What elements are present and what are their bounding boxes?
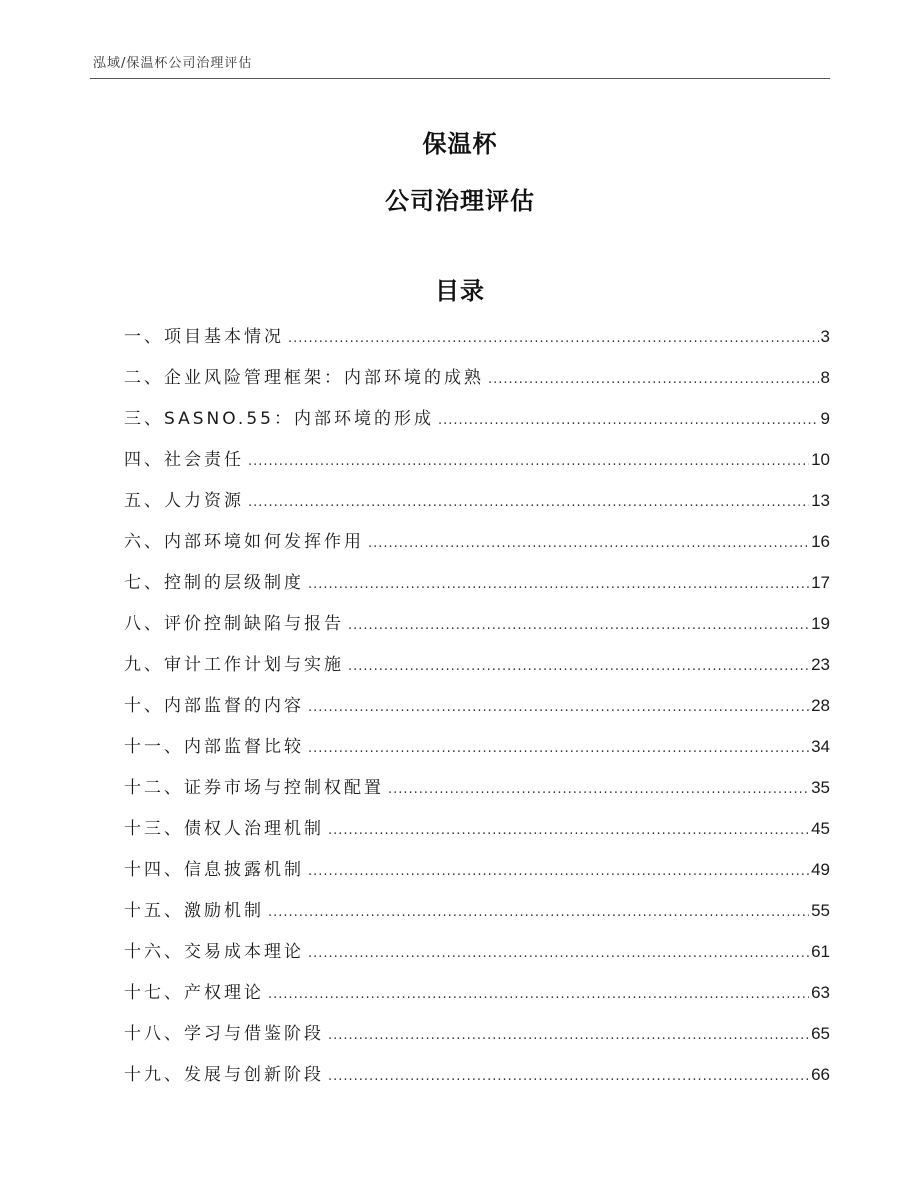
toc-entry-page: 3 [820,327,830,346]
toc-entry-title: 发展与创新阶段 [184,1065,324,1085]
toc-leader [368,529,809,559]
toc-entry-number: 十七、 [124,983,184,1003]
toc-entry-number: 三、 [124,409,164,429]
toc-leader [268,980,809,1010]
toc-entry-number: 九、 [124,655,164,675]
toc-leader [328,1062,809,1092]
document-subtitle: 公司治理评估 [385,187,535,215]
toc-entry-page: 45 [811,819,830,838]
toc-leader [308,939,809,969]
toc-entry-title: 项目基本情况 [164,327,284,347]
toc-leader [308,693,809,723]
toc-entry-title: 控制的层级制度 [164,573,304,593]
toc-entry-number: 六、 [124,532,164,552]
toc-entry-page: 16 [811,532,830,551]
toc-entry-number: 十五、 [124,901,184,921]
toc-entry-number: 十一、 [124,737,184,757]
toc-entry[interactable] [124,978,830,1019]
toc-entry-page: 13 [811,491,830,510]
toc-entry[interactable] [124,404,830,445]
toc-entry[interactable] [124,609,830,650]
toc-entry-title: 激励机制 [184,901,264,921]
toc-entry[interactable] [124,486,830,527]
toc-entry[interactable] [124,1019,830,1060]
toc-leader [308,734,809,764]
toc-entry-title: 证券市场与控制权配置 [184,778,384,798]
toc-entry-number: 四、 [124,450,164,470]
toc-entry-page: 28 [811,696,830,715]
toc-entry-page: 17 [811,573,830,592]
toc-entry-number: 十三、 [124,819,184,839]
table-of-contents [124,322,830,1101]
toc-entry-title: 内部监督比较 [184,737,304,757]
running-header: 泓域/保温杯公司治理评估 [93,56,253,71]
toc-entry-number: 八、 [124,614,164,634]
toc-leader [438,406,819,436]
toc-entry-page: 49 [811,860,830,879]
toc-entry[interactable] [124,896,830,937]
toc-entry[interactable] [124,322,830,363]
toc-entry[interactable] [124,445,830,486]
toc-entry[interactable] [124,650,830,691]
toc-entry-title: 人力资源 [164,491,244,511]
toc-entry-page: 35 [811,778,830,797]
toc-entry-number: 十八、 [124,1024,184,1044]
toc-entry[interactable] [124,773,830,814]
toc-leader [348,611,809,641]
toc-entry[interactable] [124,527,830,568]
toc-entry-title: 产权理论 [184,983,264,1003]
toc-entry[interactable] [124,691,830,732]
toc-entry-title: 学习与借鉴阶段 [184,1024,324,1044]
toc-entry-title: 信息披露机制 [184,860,304,880]
toc-entry-number: 十九、 [124,1065,184,1085]
toc-entry-number: 十、 [124,696,164,716]
toc-entry-title: 交易成本理论 [184,942,304,962]
toc-entry-page: 55 [811,901,830,920]
toc-leader [328,816,809,846]
toc-leader [388,775,809,805]
toc-entry[interactable] [124,732,830,773]
toc-entry[interactable] [124,363,830,404]
toc-leader [308,857,809,887]
toc-entry-title: 社会责任 [164,450,244,470]
toc-entry-title: SASNO.55：内部环境的形成 [164,409,434,429]
toc-leader [248,488,809,518]
toc-leader [348,652,809,682]
document-title: 保温杯 [422,130,498,158]
toc-entry-title: 审计工作计划与实施 [164,655,344,675]
toc-entry-page: 8 [820,368,830,387]
toc-entry-page: 65 [811,1024,830,1043]
toc-entry-page: 34 [811,737,830,756]
toc-entry-page: 23 [811,655,830,674]
toc-entry-page: 9 [820,409,830,428]
toc-entry-number: 一、 [124,327,164,347]
toc-entry[interactable] [124,1060,830,1101]
toc-entry-title: 内部环境如何发挥作用 [164,532,364,552]
toc-entry-number: 七、 [124,573,164,593]
toc-entry-title: 内部监督的内容 [164,696,304,716]
toc-entry-page: 10 [811,450,830,469]
toc-entry-page: 63 [811,983,830,1002]
toc-leader [268,898,809,928]
toc-entry-number: 十六、 [124,942,184,962]
toc-entry-page: 66 [811,1065,830,1084]
toc-entry-number: 二、 [124,368,164,388]
toc-leader [308,570,809,600]
toc-entry-title: 债权人治理机制 [184,819,324,839]
toc-entry-page: 19 [811,614,830,633]
header-divider [90,78,830,79]
toc-entry[interactable] [124,855,830,896]
toc-leader [328,1021,809,1051]
toc-entry-number: 五、 [124,491,164,511]
toc-leader [488,365,819,395]
toc-entry-title: 企业风险管理框架：内部环境的成熟 [164,368,484,388]
toc-entry[interactable] [124,937,830,978]
toc-entry-title: 评价控制缺陷与报告 [164,614,344,634]
toc-leader [288,324,819,354]
toc-heading: 目录 [435,277,485,305]
toc-entry-page: 61 [811,942,830,961]
toc-entry[interactable] [124,568,830,609]
toc-entry-number: 十四、 [124,860,184,880]
toc-entry-number: 十二、 [124,778,184,798]
toc-entry[interactable] [124,814,830,855]
toc-leader [248,447,809,477]
